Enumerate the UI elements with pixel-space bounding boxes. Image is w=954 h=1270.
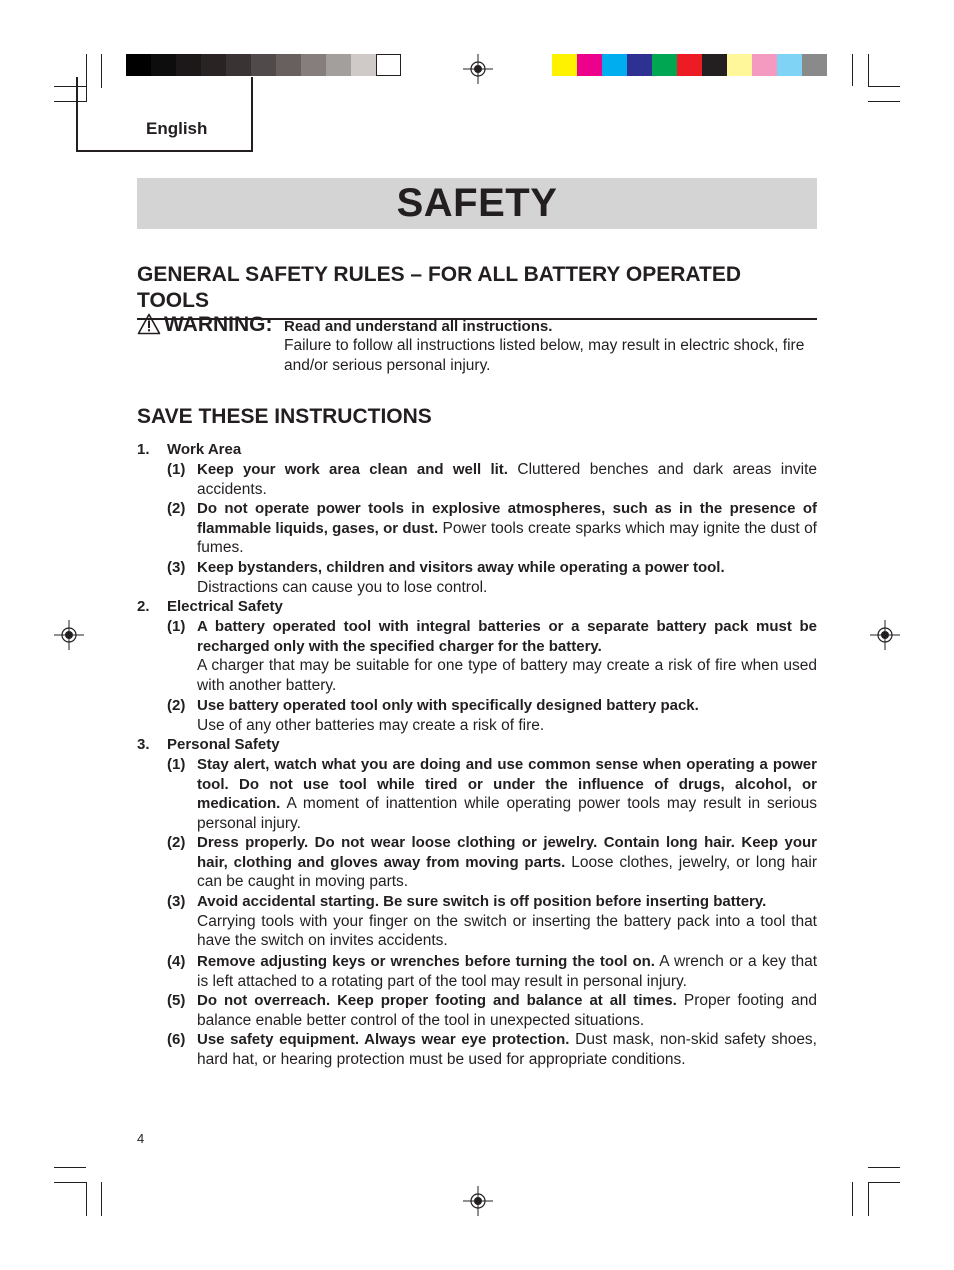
color-swatch bbox=[552, 54, 577, 76]
item-bold-text: Avoid accidental starting. Be sure switch is off position before inserting battery. bbox=[197, 893, 767, 910]
list-item bbox=[197, 460, 817, 499]
item-bold-text: A battery operated tool with integral batteries or a separate battery pack must be recharged only with the specified charger for the battery. bbox=[197, 618, 817, 655]
crop-mark bbox=[868, 54, 869, 86]
section-number: 1. bbox=[137, 441, 150, 458]
registration-mark-icon bbox=[463, 54, 493, 84]
item-bold-text: Stay alert, watch what you are doing and use common sense when operating a power tool. Do not use tool while tired or under the influence of drugs, alcohol, or medication. bbox=[197, 756, 817, 813]
item-number: (2) bbox=[167, 834, 186, 851]
color-swatch bbox=[301, 54, 326, 76]
list-item bbox=[197, 952, 817, 991]
crop-mark bbox=[852, 54, 853, 86]
item-body-text: Cluttered benches and dark areas invite accidents. bbox=[197, 461, 817, 498]
item-number: (3) bbox=[167, 559, 186, 576]
item-bold-text: Do not overreach. Keep proper footing and balance at all times. bbox=[197, 992, 677, 1009]
color-swatch bbox=[727, 54, 752, 76]
registration-mark-icon bbox=[54, 620, 84, 650]
item-number: (1) bbox=[167, 461, 186, 478]
item-body-text: A wrench or a key that is left attached to a rotating part of the tool may result in personal injury. bbox=[197, 953, 818, 990]
item-number: (2) bbox=[167, 500, 186, 517]
color-swatch bbox=[602, 54, 627, 76]
warning-triangle-icon bbox=[137, 313, 161, 335]
language-tab bbox=[76, 77, 253, 152]
color-swatch bbox=[652, 54, 677, 76]
item-number: (3) bbox=[167, 893, 186, 910]
list-item bbox=[197, 833, 817, 892]
color-swatch bbox=[351, 54, 376, 76]
list-item bbox=[197, 991, 817, 1030]
section-number: 3. bbox=[137, 736, 150, 753]
section-title: Personal Safety bbox=[167, 736, 280, 753]
item-number: (2) bbox=[167, 697, 186, 714]
color-swatch bbox=[251, 54, 276, 76]
item-body-text: A moment of inattention while operating power tools may result in serious personal injury. bbox=[197, 795, 817, 833]
section-number: 2. bbox=[137, 598, 150, 615]
section-title: Work Area bbox=[167, 441, 242, 458]
crop-mark bbox=[54, 1182, 86, 1183]
color-swatch bbox=[376, 54, 401, 76]
item-body-text: Proper footing and balance enable better control of the tool in unexpected situations. bbox=[197, 992, 817, 1029]
item-bold-text: Remove adjusting keys or wrenches before turning the tool on. bbox=[197, 953, 655, 970]
item-body-text: Use of any other batteries may create a risk of fire. bbox=[197, 716, 545, 734]
registration-mark-icon bbox=[870, 620, 900, 650]
item-number: (4) bbox=[167, 953, 186, 970]
color-swatch bbox=[126, 54, 151, 76]
save-instructions-heading: SAVE THESE INSTRUCTIONS bbox=[137, 405, 432, 428]
item-body-text: Power tools create sparks which may ignite the dust of fumes. bbox=[197, 519, 817, 557]
color-swatch bbox=[677, 54, 702, 76]
warning-lead-text: Read and understand all instructions. bbox=[284, 318, 553, 335]
crop-mark bbox=[868, 101, 900, 102]
color-swatch bbox=[702, 54, 727, 76]
item-bold-text: Use battery operated tool only with specifically designed battery pack. bbox=[197, 697, 699, 714]
list-item bbox=[197, 499, 817, 558]
color-swatch bbox=[627, 54, 652, 76]
registration-mark-icon bbox=[463, 1186, 493, 1216]
color-swatch bbox=[276, 54, 301, 76]
item-body-text: Loose clothes, jewelry, or long hair can be caught in moving parts. bbox=[197, 853, 817, 891]
crop-mark bbox=[868, 86, 900, 87]
warning-body-text: Failure to follow all instructions listed below, may result in electric shock, fire and/or serious personal injury. bbox=[284, 337, 805, 374]
section-title: Electrical Safety bbox=[167, 598, 283, 615]
item-bold-text: Use safety equipment. Always wear eye protection. bbox=[197, 1031, 570, 1048]
item-number: (1) bbox=[167, 756, 186, 773]
color-swatch bbox=[802, 54, 827, 76]
list-item bbox=[197, 617, 817, 696]
color-swatch bbox=[176, 54, 201, 76]
item-body-text: Dust mask, non-skid safety shoes, hard hat, or hearing protection must be used for appropriate conditions. bbox=[197, 1031, 817, 1068]
list-item bbox=[197, 892, 817, 951]
color-swatch bbox=[326, 54, 351, 76]
color-swatch bbox=[226, 54, 251, 76]
page-title: SAFETY bbox=[396, 181, 558, 225]
color-swatch bbox=[752, 54, 777, 76]
list-item bbox=[197, 558, 817, 597]
crop-mark bbox=[852, 1182, 853, 1216]
crop-mark bbox=[868, 1182, 900, 1183]
item-number: (1) bbox=[167, 618, 186, 635]
crop-mark bbox=[101, 1182, 102, 1216]
crop-mark bbox=[86, 1182, 87, 1216]
page-number: 4 bbox=[137, 1131, 145, 1146]
color-swatch bbox=[201, 54, 226, 76]
general-safety-heading: GENERAL SAFETY RULES – FOR ALL BATTERY OPERATED TOOLS bbox=[137, 262, 817, 320]
color-swatch bbox=[577, 54, 602, 76]
item-bold-text: Keep bystanders, children and visitors away while operating a power tool. bbox=[197, 559, 725, 576]
item-body-text: Distractions can cause you to lose control. bbox=[197, 578, 488, 596]
list-item bbox=[197, 696, 817, 735]
item-body-text: Carrying tools with your finger on the switch or inserting the battery pack into a tool that have the switch on invites accidents. bbox=[197, 912, 817, 950]
crop-mark bbox=[868, 1182, 869, 1216]
item-bold-text: Do not operate power tools in explosive atmospheres, such as in the presence of flammable liquids, gases, or dust. bbox=[197, 500, 817, 537]
title-band bbox=[137, 178, 817, 229]
warning-label: WARNING: bbox=[164, 313, 273, 336]
language-label: English bbox=[146, 119, 208, 138]
color-swatch bbox=[777, 54, 802, 76]
list-item bbox=[197, 1030, 817, 1069]
color-swatch bbox=[151, 54, 176, 76]
item-body-text: A charger that may be suitable for one type of battery may create a risk of fire when used with another battery. bbox=[197, 657, 817, 695]
crop-mark bbox=[54, 1167, 86, 1168]
item-number: (6) bbox=[167, 1031, 186, 1048]
list-item bbox=[197, 755, 817, 834]
item-bold-text: Keep your work area clean and well lit. bbox=[197, 461, 508, 478]
item-number: (5) bbox=[167, 992, 186, 1009]
item-bold-text: Dress properly. Do not wear loose clothing or jewelry. Contain long hair. Keep your hair, clothing and gloves away from moving parts. bbox=[197, 834, 817, 871]
crop-mark bbox=[868, 1167, 900, 1168]
